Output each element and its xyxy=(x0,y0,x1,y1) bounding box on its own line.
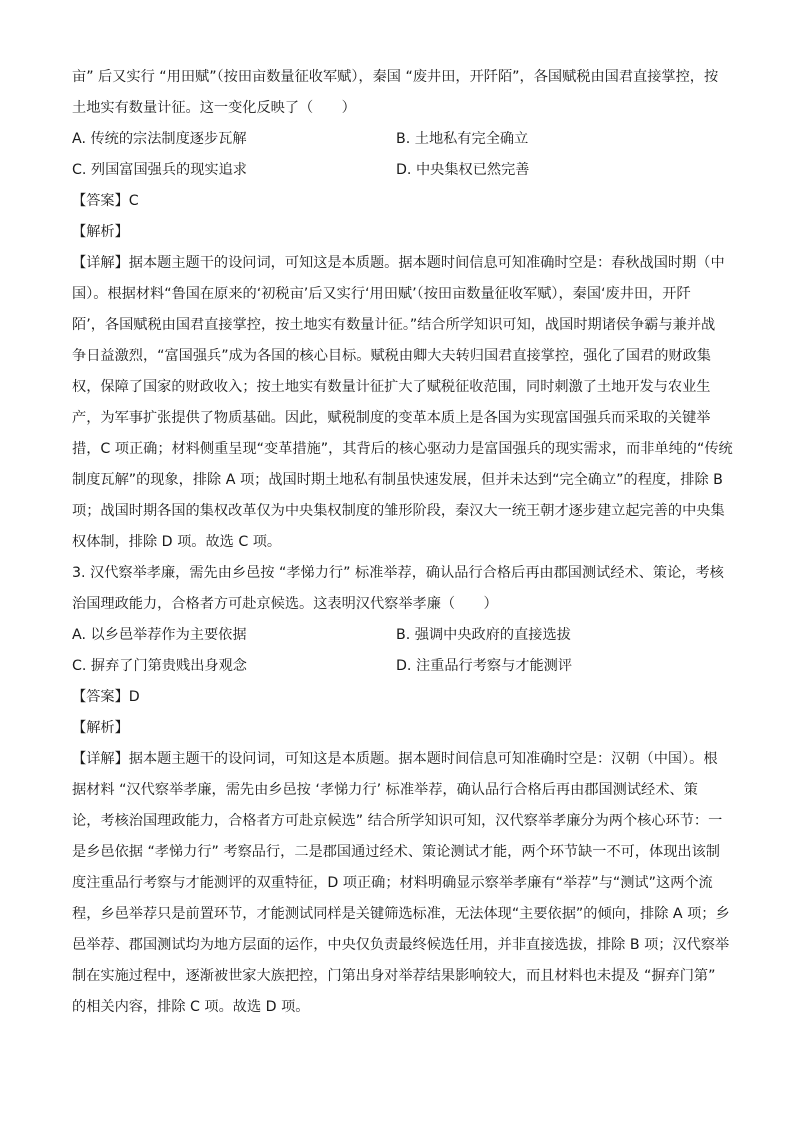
q3-options-row-2 xyxy=(72,651,726,682)
q2-answer-value: C xyxy=(128,193,139,209)
q2-stem-line-1: 亩” 后又实行 “用田赋”（按田亩数量征收军赋），秦国 “废井田，开阡陌”，各国赋税由国君直接掌控，按 xyxy=(72,69,719,85)
q2-detail-line: 权体制，排除 D 项。故选 C 项。 xyxy=(72,534,282,550)
q3-detail-line: 是乡邑依据 “孝悌力行” 考察品行，二是郡国通过经术、策论测试才能，两个环节缺一不可，体现出该制 xyxy=(72,844,720,860)
q3-option-b: B. 强调中央政府的直接选拔 xyxy=(396,627,571,643)
q2-detail-line: 【详解】据本题主题干的设问词，可知这是本质题。据本题时间信息可知准确时空是：春秋战国时期（中 xyxy=(72,255,725,271)
q2-option-d: D. 中央集权已然完善 xyxy=(396,162,530,178)
q3-stem-line-2: 治国理政能力，合格者方可赴京候选。这表明汉代察举孝廉（ ） xyxy=(72,596,498,612)
q2-detail-line: 制度瓦解”的现象，排除 A 项；战国时期土地私有制虽快速发展，但并未达到“完全确立”的程度，排除 B xyxy=(72,472,723,488)
q3-analysis-label: 【解析】 xyxy=(72,720,129,736)
q2-option-a: A. 传统的宗法制度逐步瓦解 xyxy=(72,131,247,147)
q2-detail-line: 国）。根据材料“鲁国在原来的‘初税亩’后又实行‘用田赋’（按田亩数量征收军赋），秦国‘废井田，开阡 xyxy=(72,286,691,302)
q3-options-row-1 xyxy=(72,620,726,651)
q3-detail-line: 【详解】据本题主题干的设问词，可知这是本质题。据本题时间信息可知准确时空是：汉朝（中国）。根 xyxy=(72,751,718,767)
q3-detail-line: 论，考核治国理政能力，合格者方可赴京候选” 结合所学知识可知，汉代察举孝廉分为两个核心环节：一 xyxy=(72,813,723,829)
q2-detail-line: 项；战国时期各国的集权改革仅为中央集权制度的雏形阶段，秦汉大一统王朝才逐步建立起完善的中央集 xyxy=(72,503,725,519)
q2-detail-line: 产，为军事扩张提供了物质基础。因此，赋税制度的变革本质上是各国为实现富国强兵而采取的关键举 xyxy=(72,410,711,426)
q2-detail-line: 措，C 项正确；材料侧重呈现“变革措施”，其背后的核心驱动力是富国强兵的现实需求，而非单纯的“传统 xyxy=(72,441,733,457)
q3-answer-label: 【答案】 xyxy=(72,689,129,705)
q3-detail-line: 的相关内容，排除 C 项。故选 D 项。 xyxy=(72,999,310,1015)
q2-detail-line: 权，保障了国家的财政收入；按土地实有数量计征扩大了赋税征收范围，同时刺激了土地开发与农业生 xyxy=(72,379,711,395)
q2-detail-line: 争日益激烈，“富国强兵”成为各国的核心目标。赋税由卿大夫转归国君直接掌控，强化了国君的财政集 xyxy=(72,348,711,364)
q2-option-c: C. 列国富国强兵的现实追求 xyxy=(72,162,247,178)
q2-detail-line: 陌’，各国赋税由国君直接掌控，按土地实有数量计征。”结合所学知识可知，战国时期诸侯争霸与兼并战 xyxy=(72,317,716,333)
q3-answer-value: D xyxy=(128,689,140,705)
q3-detail-line: 程，乡邑举荐只是前置环节，才能测试同样是关键筛选标准，无法体现“主要依据”的倾向，排除 A 项；乡 xyxy=(72,906,730,922)
q3-detail-line: 度注重品行考察与才能测评的双重特征，D 项正确；材料明确显示察举孝廉有“举荐”与“测试”这两个流 xyxy=(72,875,713,891)
q2-options-row-2 xyxy=(72,155,726,186)
q3-detail-line: 制在实施过程中，逐渐被世家大族把控，门第出身对举荐结果影响较大，而且材料也未提及 “摒弃门第” xyxy=(72,968,716,984)
q3-option-c: C. 摒弃了门第贵贱出身观念 xyxy=(72,658,247,674)
q2-stem-line-2: 土地实有数量计征。这一变化反映了（ ） xyxy=(72,100,356,116)
q2-options-row-1 xyxy=(72,124,726,155)
q3-detail-line: 据材料 “汉代察举孝廉，需先由乡邑按 ‘孝悌力行’ 标准举荐，确认品行合格后再由郡国测试经术、策 xyxy=(72,782,698,798)
q2-detail xyxy=(72,248,733,558)
q3-detail-line: 邑举荐、郡国测试均为地方层面的运作，中央仅负责最终候选任用，并非直接选拔，排除 B 项；汉代察举 xyxy=(72,937,730,953)
q3-detail xyxy=(72,744,730,1023)
q3-stem-line-1: 3. 汉代察举孝廉，需先由乡邑按 “孝悌力行” 标准举荐，确认品行合格后再由郡国测试经术、策论，考核 xyxy=(72,565,724,581)
q2-answer-label: 【答案】 xyxy=(72,193,129,209)
document-page xyxy=(72,62,733,1023)
q3-option-d: D. 注重品行考察与才能测评 xyxy=(396,658,573,674)
q2-analysis-label: 【解析】 xyxy=(72,224,129,240)
q3-option-a: A. 以乡邑举荐作为主要依据 xyxy=(72,627,247,643)
q2-answer xyxy=(72,186,726,217)
q3-answer xyxy=(72,682,726,713)
q2-option-b: B. 土地私有完全确立 xyxy=(396,131,529,147)
